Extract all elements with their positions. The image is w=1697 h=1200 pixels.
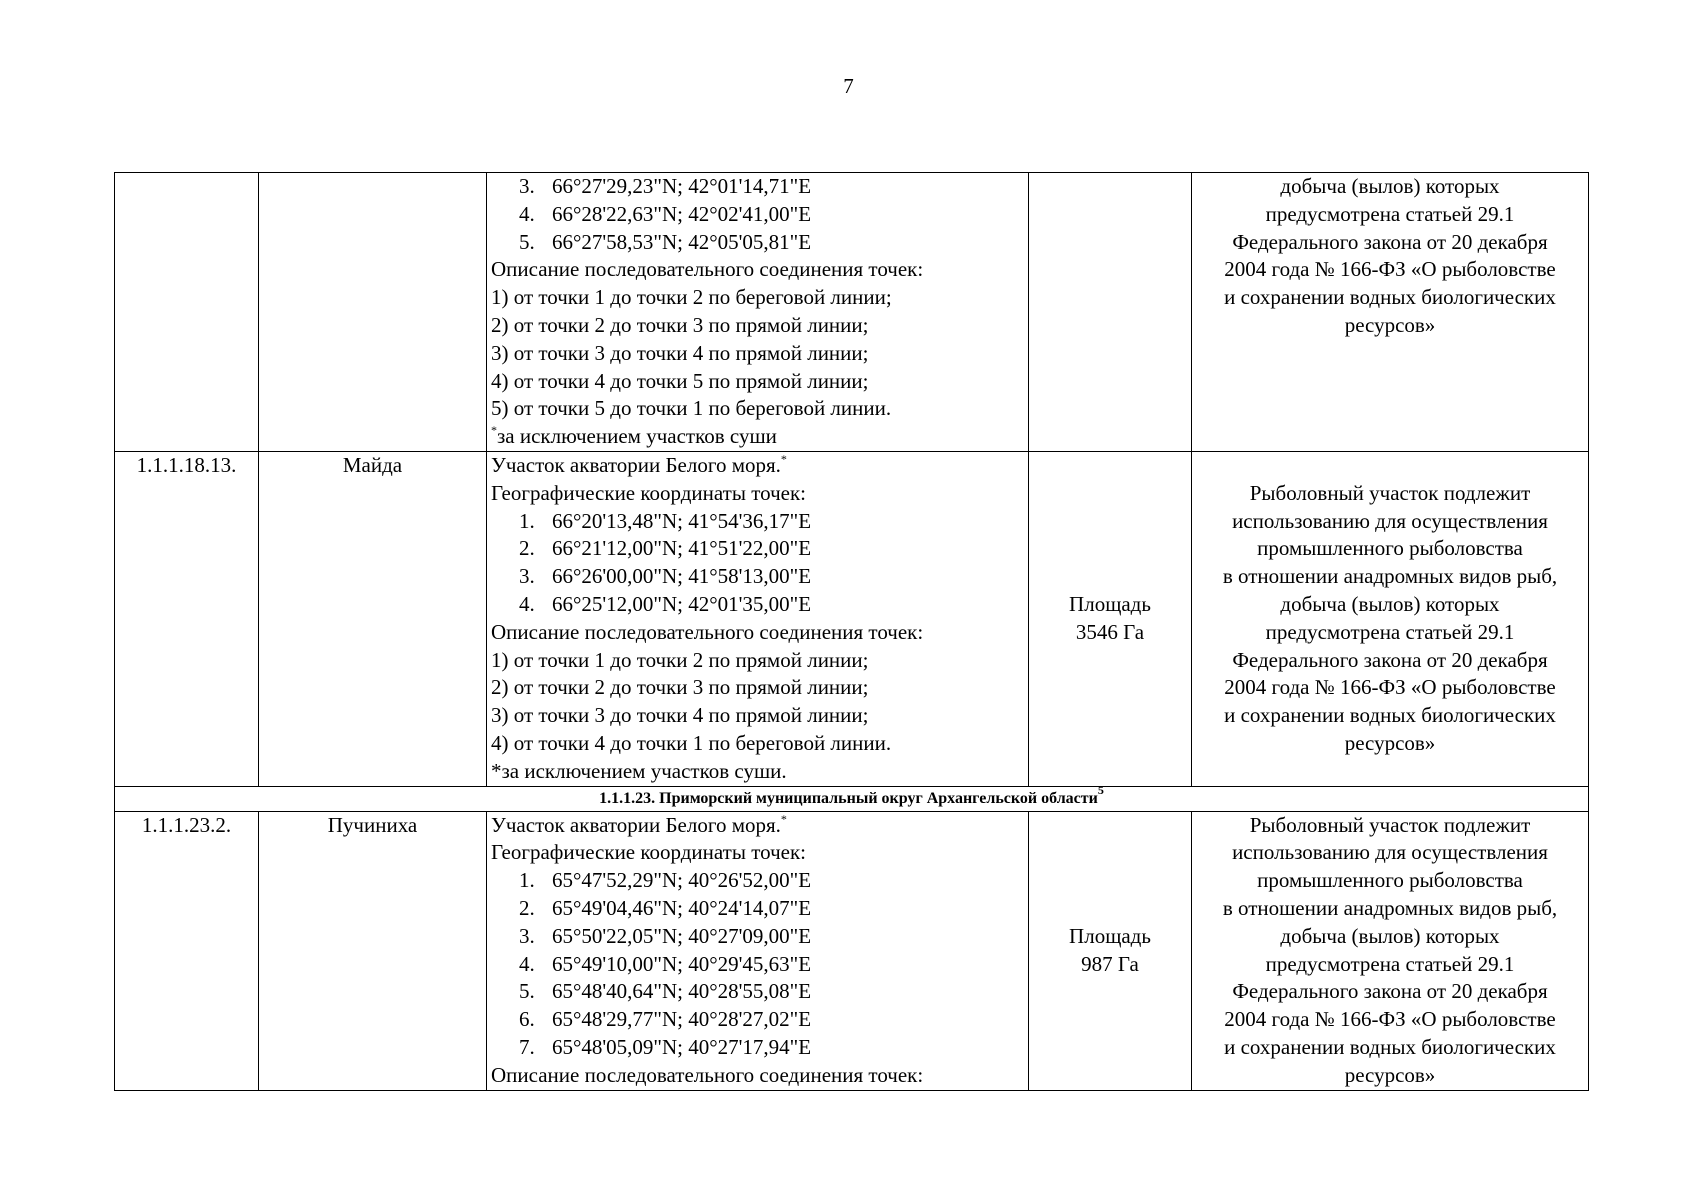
table-row-puchinikha bbox=[115, 811, 1589, 1090]
area-description bbox=[487, 811, 1029, 1090]
fishing-areas-table bbox=[114, 172, 1589, 1091]
table-row-maida bbox=[115, 451, 1589, 786]
coordinate-item: 6. 65°48'29,77"N; 40°28'27,02"E bbox=[519, 1007, 812, 1032]
area-size bbox=[1029, 451, 1192, 786]
coordinate-item: 5. 66°27'58,53"N; 42°05'05,81"E bbox=[519, 229, 812, 254]
connection-description-line: 3) от точки 3 до точки 4 по прямой линии; bbox=[491, 703, 869, 728]
connection-description-line: 2) от точки 2 до точки 3 по прямой линии; bbox=[491, 312, 869, 337]
footnote-line: *за исключением участков суши bbox=[491, 423, 777, 449]
connection-description-line: 4) от точки 4 до точки 1 по береговой линии. bbox=[491, 730, 892, 755]
connection-description-line: 2) от точки 2 до точки 3 по прямой линии; bbox=[491, 675, 869, 700]
area-description bbox=[487, 173, 1029, 452]
coordinates-label: Географические координаты точек: bbox=[491, 840, 806, 865]
connection-description-line: Описание последовательного соединения точек: bbox=[491, 1062, 924, 1087]
usage-purpose: добыча (вылов) которых предусмотрена статьей 29.1 Федерального закона от 20 декабря 2004 года № 166-ФЗ «О рыболовстве и сохранении водных биологических ресурсов» bbox=[1192, 173, 1589, 452]
area-size-label: Площадь bbox=[1069, 923, 1151, 948]
area-header: Участок акватории Белого моря.* bbox=[491, 451, 787, 477]
area-description bbox=[487, 451, 1029, 786]
area-size bbox=[1029, 173, 1192, 452]
usage-purpose: Рыболовный участок подлежит использованию для осуществления промышленного рыболовства в отношении анадромных видов рыб, добыча (вылов) которых предусмотрена статьей 29.1 Федерального закона от 20 декабря 2004 года № 166-ФЗ «О рыболовстве и сохранении водных биологических ресурсов» bbox=[1192, 451, 1589, 786]
row-number: 1.1.1.18.13. bbox=[115, 451, 259, 786]
table-row-continuation bbox=[115, 173, 1589, 452]
coordinate-item: 2. 66°21'12,00"N; 41°51'22,00"E bbox=[519, 536, 812, 561]
area-size-value: 3546 Га bbox=[1075, 619, 1145, 644]
connection-description-line: 3) от точки 3 до точки 4 по прямой линии; bbox=[491, 340, 869, 365]
connection-description-line: Описание последовательного соединения точек: bbox=[491, 257, 924, 282]
coordinate-item: 1. 65°47'52,29"N; 40°26'52,00"E bbox=[519, 868, 812, 893]
coordinates-label: Географические координаты точек: bbox=[491, 480, 806, 505]
section-title: 1.1.1.23. Приморский муниципальный округ Архангельской области$^5$ bbox=[115, 786, 1589, 811]
footnote-line: *за исключением участков суши. bbox=[491, 758, 787, 783]
coordinate-item: 3. 66°27'29,23"N; 42°01'14,71"E bbox=[519, 174, 812, 198]
connection-description-line: 5) от точки 5 до точки 1 по береговой линии. bbox=[491, 396, 892, 421]
coordinate-item: 2. 65°49'04,46"N; 40°24'14,07"E bbox=[519, 895, 812, 920]
row-number: 1.1.1.23.2. bbox=[115, 811, 259, 1090]
area-name: Майда bbox=[259, 451, 487, 786]
coordinate-item: 1. 66°20'13,48"N; 41°54'36,17"E bbox=[519, 508, 812, 533]
coordinate-item: 4. 66°28'22,63"N; 42°02'41,00"E bbox=[519, 201, 812, 226]
connection-description-line: 4) от точки 4 до точки 5 по прямой линии; bbox=[491, 368, 869, 393]
area-size-label: Площадь bbox=[1069, 591, 1151, 616]
area-size-value: 987 Га bbox=[1081, 951, 1139, 976]
coordinate-item: 4. 66°25'12,00"N; 42°01'35,00"E bbox=[519, 591, 812, 616]
coordinate-item: 3. 66°26'00,00"N; 41°58'13,00"E bbox=[519, 564, 812, 589]
coordinate-item: 5. 65°48'40,64"N; 40°28'55,08"E bbox=[519, 979, 812, 1004]
row-number bbox=[115, 173, 259, 452]
area-name: Пучиниха bbox=[259, 811, 487, 1090]
usage-purpose: Рыболовный участок подлежит использованию для осуществления промышленного рыболовства в отношении анадромных видов рыб, добыча (вылов) которых предусмотрена статьей 29.1 Федерального закона от 20 декабря 2004 года № 166-ФЗ «О рыболовстве и сохранении водных биологических ресурсов» bbox=[1192, 811, 1589, 1090]
area-name bbox=[259, 173, 487, 452]
connection-description-line: 1) от точки 1 до точки 2 по береговой линии; bbox=[491, 285, 892, 310]
connection-description-line: Описание последовательного соединения точек: bbox=[491, 619, 924, 644]
area-header: Участок акватории Белого моря.* bbox=[491, 811, 787, 837]
area-size bbox=[1029, 811, 1192, 1090]
coordinate-item: 3. 65°50'22,05"N; 40°27'09,00"E bbox=[519, 923, 812, 948]
coordinate-item: 4. 65°49'10,00"N; 40°29'45,63"E bbox=[519, 951, 812, 976]
page-number: 7 bbox=[843, 74, 854, 98]
coordinate-item: 7. 65°48'05,09"N; 40°27'17,94"E bbox=[519, 1034, 812, 1059]
connection-description-line: 1) от точки 1 до точки 2 по прямой линии; bbox=[491, 647, 869, 672]
section-header-row bbox=[115, 786, 1589, 811]
